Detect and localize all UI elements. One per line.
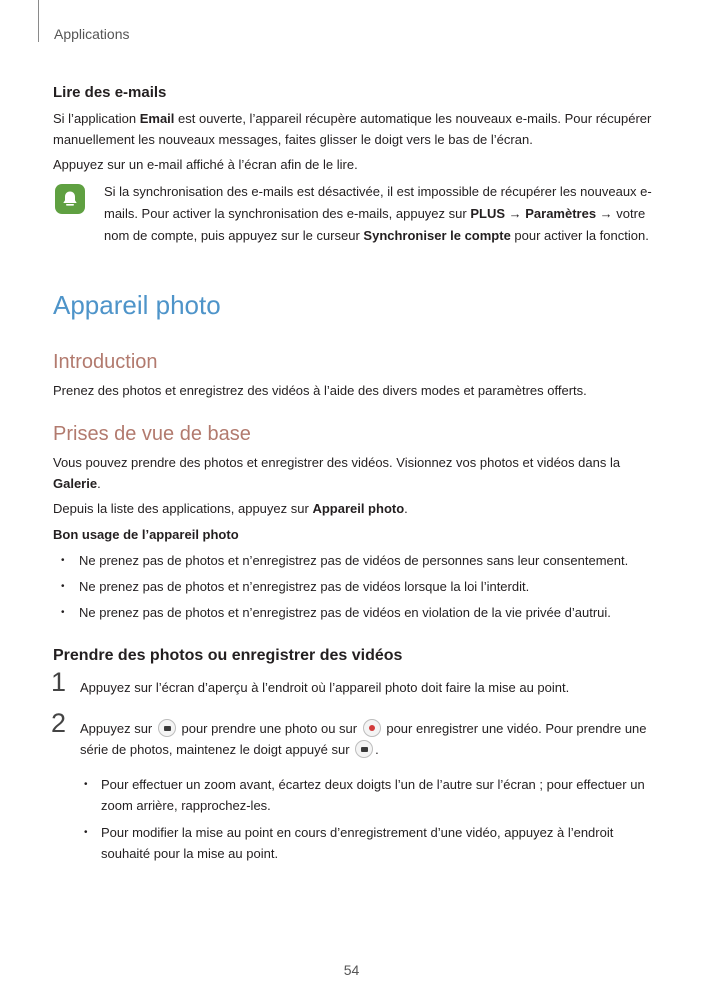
email-paragraph-1: Si l’application Email est ouverte, l’appareil récupère automatique les nouveaux e-mails. Pour récupérer manuellement les nouveaux messages, faites glisser le doigt vers le bas de l’écran.	[53, 111, 652, 147]
header-rule	[38, 0, 39, 42]
camera-shutter-icon	[355, 740, 373, 758]
basics-paragraph-2: Depuis la liste des applications, appuyez sur Appareil photo.	[53, 501, 408, 516]
camera-shutter-icon	[158, 719, 176, 737]
bullet-icon: •	[84, 779, 88, 790]
list-item: • Pour modifier la mise au point en cours d’enregistrement d’une vidéo, appuyez à l’endroit souhaité pour la mise au point.	[80, 822, 653, 864]
page-number: 54	[343, 962, 360, 978]
bullet-icon: •	[61, 581, 65, 592]
notification-bell-icon	[55, 184, 85, 214]
basics-heading: Prises de vue de base	[53, 423, 251, 445]
tips-list	[53, 774, 653, 864]
section-label: Applications	[54, 26, 130, 42]
bullet-icon: •	[61, 607, 65, 618]
etiquette-list	[53, 548, 653, 626]
intro-text: Prenez des photos et enregistrez des vidéos à l’aide des divers modes et paramètres offerts.	[53, 383, 587, 398]
capture-heading: Prendre des photos ou enregistrer des vidéos	[53, 647, 403, 664]
bullet-icon: •	[84, 827, 88, 838]
sync-note-text: Si la synchronisation des e-mails est désactivée, il est impossible de récupérer les nouveaux e-mails. Pour activer la synchronisation des e-mails, appuyez sur PLUS → Paramètres → votre nom de compte, puis appuyez sur le curseur Synchroniser le compte pour activer la fonction.	[104, 184, 652, 243]
email-paragraph-2: Appuyez sur un e-mail affiché à l’écran afin de le lire.	[53, 157, 358, 172]
step-1	[51, 667, 653, 698]
basics-paragraph-1: Vous pouvez prendre des photos et enregistrer des vidéos. Visionnez vos photos et vidéos dans la Galerie.	[53, 455, 621, 491]
sync-note	[53, 181, 653, 247]
list-item: • Ne prenez pas de photos et n’enregistrez pas de vidéos lorsque la loi l’interdit.	[53, 574, 653, 600]
step-2: 2 Appuyez sur pour prendre une photo ou sur pour enregistrer une vidéo. Pour prendre une série de photos, maintenez le doigt appuyé sur .	[51, 708, 647, 757]
page-content	[53, 84, 653, 870]
record-button-icon	[363, 719, 381, 737]
list-item: • Ne prenez pas de photos et n’enregistrez pas de vidéos en violation de la vie privée d’autrui.	[53, 600, 653, 626]
etiquette-heading: Bon usage de l’appareil photo	[53, 527, 239, 542]
list-item: • Ne prenez pas de photos et n’enregistrez pas de vidéos de personnes sans leur consentement.	[53, 548, 653, 574]
intro-heading: Introduction	[53, 351, 158, 373]
step-number: 1	[51, 667, 67, 697]
step-number: 2	[51, 708, 67, 738]
chapter-title: Appareil photo	[53, 290, 221, 320]
email-heading: Lire des e-mails	[53, 84, 167, 101]
list-item: • Pour effectuer un zoom avant, écartez deux doigts l’un de l’autre sur l’écran ; pour effectuer un zoom arrière, rapprochez-les.	[80, 774, 653, 816]
step-text: Appuyez sur l’écran d’aperçu à l’endroit où l’appareil photo doit faire la mise au point.	[80, 680, 570, 695]
bullet-icon: •	[61, 555, 65, 566]
